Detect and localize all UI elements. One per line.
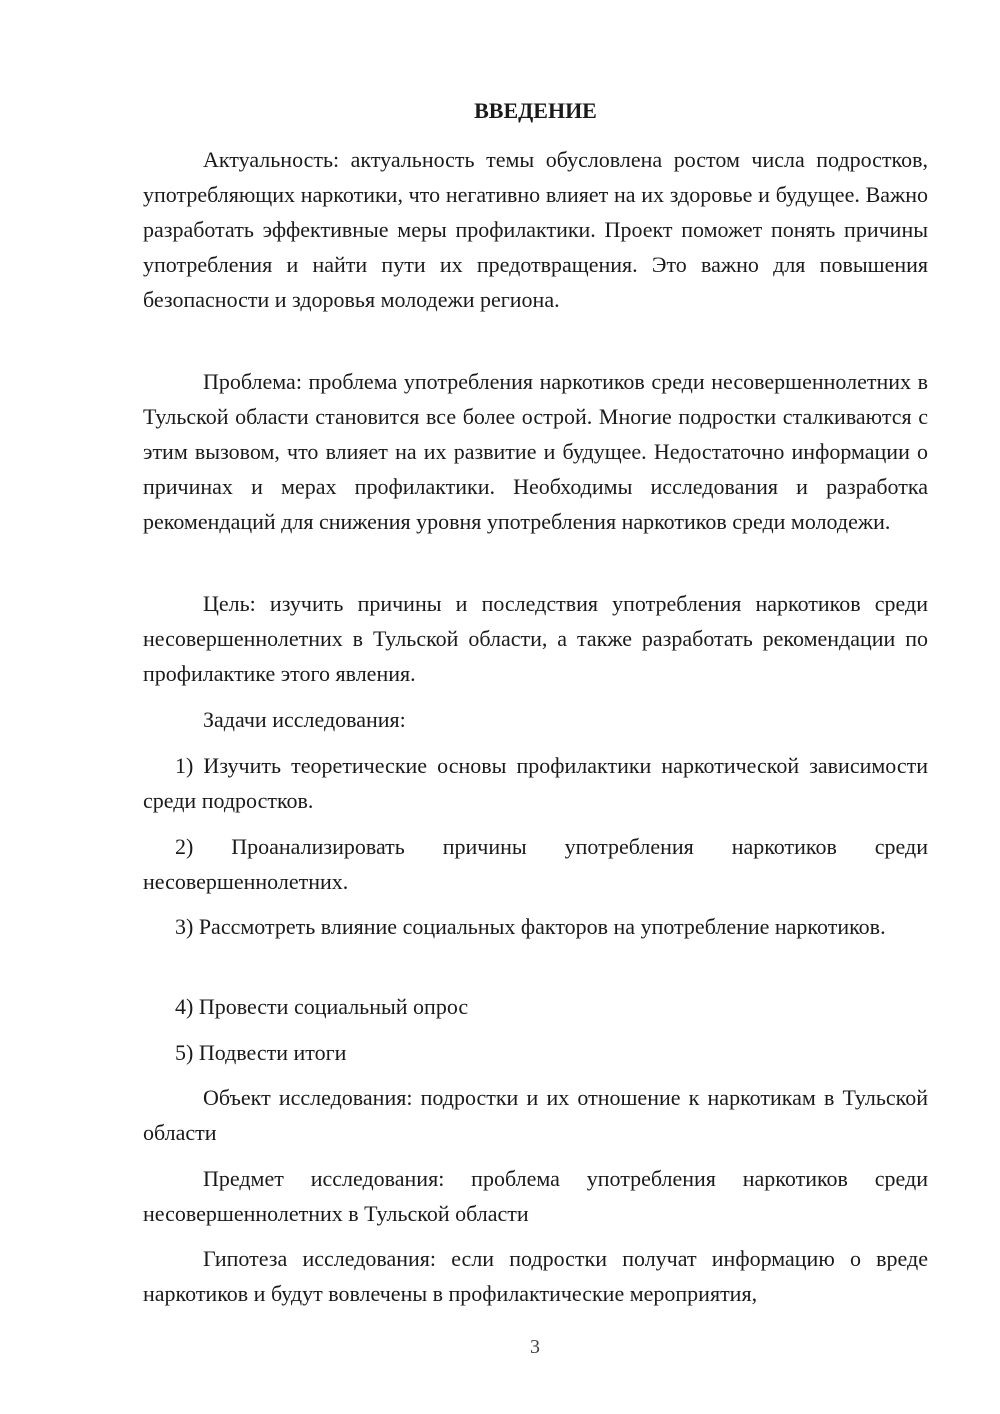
paragraph-problem: Проблема: проблема употребления наркотиков среди несовершеннолетних в Тульской области становится все более острой. Многие подростки сталкиваются с этим вызовом, что влияет на их развитие и будущее. Недостаточно информации о причинах и мерах профилактики. Необходимы исследования и разработка рекомендаций для снижения уровня употребления наркотиков среди молодежи.: [143, 369, 928, 534]
task-item-2: 2) Проанализировать причины употребления наркотиков среди несовершеннолетних.: [143, 834, 928, 894]
tasks-heading: Задачи исследования:: [203, 707, 406, 732]
paragraph-goal: Цель: изучить причины и последствия употребления наркотиков среди несовершеннолетних в Тульской области, а также разработать рекомендации по профилактике этого явления.: [143, 591, 928, 686]
task-item-1: 1) Изучить теоретические основы профилактики наркотической зависимости среди подростков.: [143, 753, 928, 813]
paragraph-relevance: Актуальность: актуальность темы обусловлена ростом числа подростков, употребляющих наркотики, что негативно влияет на их здоровье и будущее. Важно разработать эффективные меры профилактики. Проект поможет понять причины употребления и найти пути их предотвращения. Это важно для повышения безопасности и здоровья молодежи региона.: [143, 147, 928, 312]
paragraph-hypothesis: Гипотеза исследования: если подростки получат информацию о вреде наркотиков и будут вовлечены в профилактические мероприятия,: [143, 1246, 928, 1306]
task-item-5: 5) Подвести итоги: [175, 1040, 347, 1065]
page-number: 3: [530, 1336, 540, 1358]
paragraph-subject: Предмет исследования: проблема употребления наркотиков среди несовершеннолетних в Тульской области: [143, 1166, 928, 1226]
paragraph-object: Объект исследования: подростки и их отношение к наркотикам в Тульской области: [143, 1085, 928, 1145]
task-item-3: 3) Рассмотреть влияние социальных факторов на употребление наркотиков.: [175, 914, 886, 939]
section-title: ВВЕДЕНИЕ: [474, 98, 597, 123]
task-item-4: 4) Провести социальный опрос: [175, 994, 469, 1019]
